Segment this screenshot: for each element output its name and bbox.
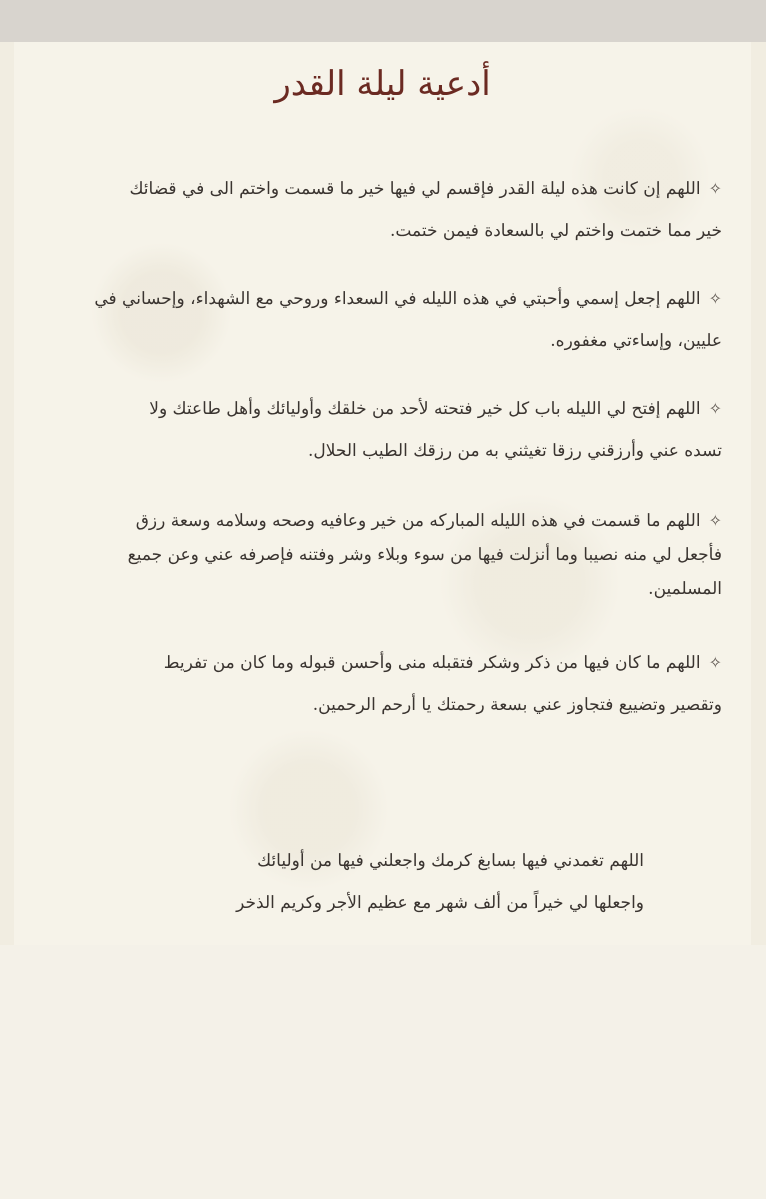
closing-line: واجعلها لي خيراً من ألف شهر مع عظيم الأجر وكريم الذخر (236, 893, 644, 913)
dua-line: عليين، وإساءتي مغفوره. (550, 331, 722, 351)
sparkle-icon: ✧ (708, 653, 722, 672)
top-band (0, 0, 766, 42)
sparkle-icon: ✧ (708, 179, 722, 198)
dua-line: المسلمين. (648, 579, 722, 599)
sparkle-icon: ✧ (708, 511, 722, 530)
closing-line: اللهم تغمدني فيها بسابغ كرمك واجعلني فيها من أوليائك (257, 851, 644, 871)
dua-line: اللهم ما كان فيها من ذكر وشكر فتقبله منى وأحسن قبوله وما كان من تفريط (163, 653, 701, 673)
dua-item-1 (54, 168, 722, 252)
dua-line: فأجعل لي منه نصيبا وما أنزلت فيها من سوء وبلاء وشر وفتنه فإصرفه عني وعن جميع (127, 545, 722, 565)
dua-line: وتقصير وتضييع فتجاوز عني بسعة رحمتك يا أرحم الرحمين. (312, 695, 722, 715)
dua-line: اللهم إن كانت هذه ليلة القدر فإقسم لي فيها خير ما قسمت واختم الى في قضائك (129, 179, 701, 199)
dua-line: خير مما ختمت واختم لي بالسعادة فيمن ختمت. (389, 221, 722, 241)
dua-line: اللهم إجعل إسمي وأحبتي في هذه الليله في السعداء وروحي مع الشهداء، وإحساني في (94, 289, 701, 309)
dua-card (14, 42, 751, 945)
sparkle-icon: ✧ (708, 399, 722, 418)
closing-dua (54, 840, 644, 924)
blank-area (0, 945, 766, 1199)
dua-line: تسده عني وأرزقني رزقا تغيثني به من رزقك الطيب الحلال. (307, 441, 722, 461)
sparkle-icon: ✧ (708, 289, 722, 308)
page-title: أدعية ليلة القدر (274, 64, 491, 104)
dua-line: اللهم إفتح لي الليله باب كل خير فتحته لأحد من خلقك وأوليائك وأهل طاعتك ولا (149, 399, 701, 419)
dua-item-4 (54, 504, 722, 606)
dua-item-5 (54, 642, 722, 726)
dua-line: اللهم ما قسمت في هذه الليله المباركه من خير وعافيه وصحه وسلامه وسعة رزق (135, 511, 701, 531)
dua-item-3 (54, 388, 722, 472)
dua-item-2 (54, 278, 722, 362)
